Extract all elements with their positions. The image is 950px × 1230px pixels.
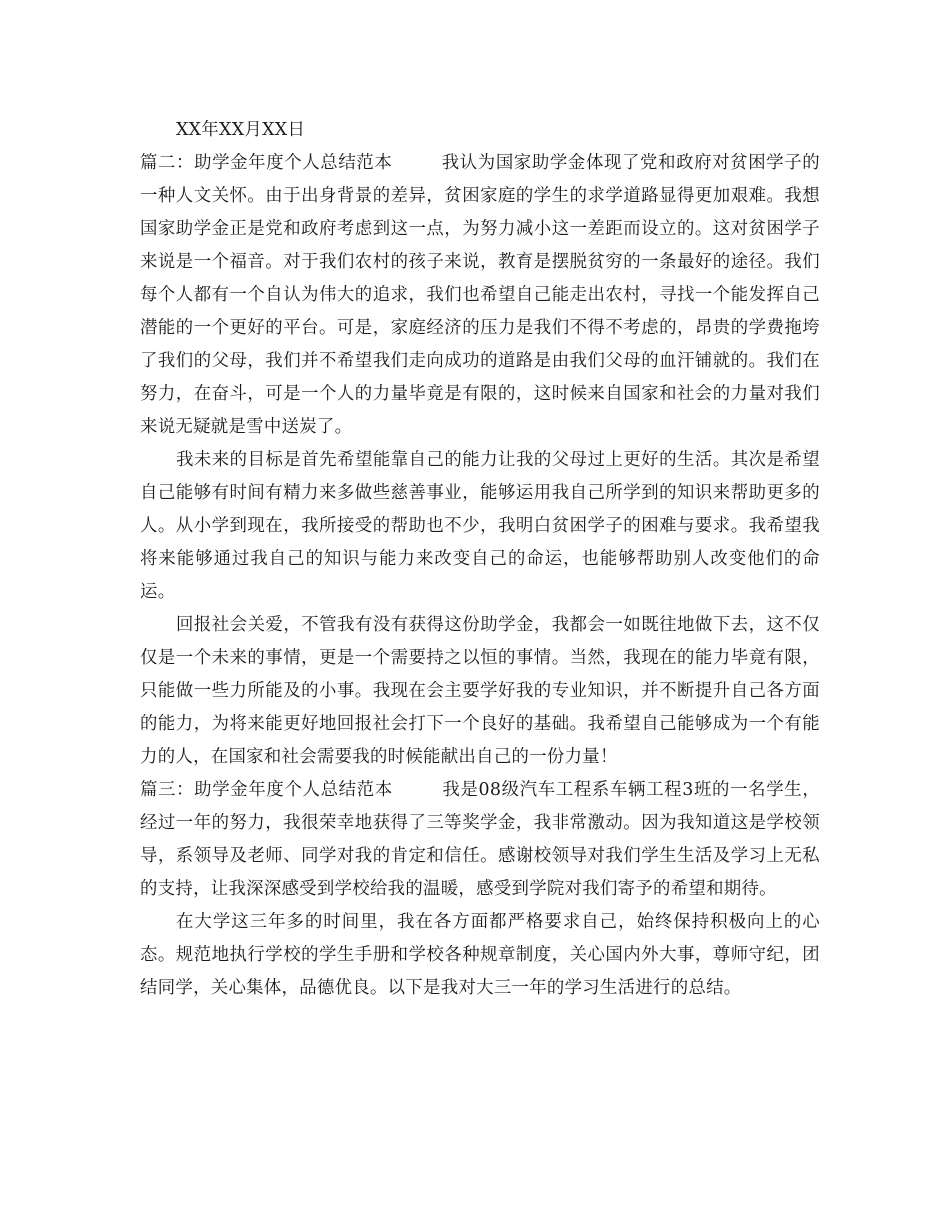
section2-paragraph-1 bbox=[140, 147, 820, 444]
section2-paragraph-3: 回报社会关爱，不管我有没有获得这份助学金，我都会一如既往地做下去，这不仅仅是一个未来的事情，更是一个需要持之以恒的事情。当然，我现在的能力毕竟有限，只能做一些力所能及的小事。我现在会主要学好我的专业知识，并不断提升自己各方面的能力，为将来能更好地回报社会打下一个良好的基础。我希望自己能够成为一个有能力的人，在国家和社会需要我的时候能献出自己的一份力量！ bbox=[140, 615, 820, 767]
section3-paragraph-2: 在大学这三年多的时间里，我在各方面都严格要求自己，始终保持积极向上的心态。规范地执行学校的学生手册和学校各种规章制度，关心国内外大事，尊师守纪，团结同学，关心集体，品德优良。以下是我对大三一年的学习生活进行的总结。 bbox=[140, 912, 820, 998]
document-body bbox=[140, 114, 820, 1005]
section3-p1-text: 我是08级汽车工程系车辆工程3班的一名学生，经过一年的努力，我很荣幸地获得了三等奖学金，我非常激动。因为我知道这是学校领导，系领导及老师、同学对我的肯定和信任。感谢校领导对我们学生生活及学习上无私的支持，让我深深感受到学校给我的温暖，感受到学院对我们寄予的希望和期待。 bbox=[140, 780, 821, 899]
section2-paragraph-2: 我未来的目标是首先希望能靠自己的能力让我的父母过上更好的生活。其次是希望自己能够有时间有精力来多做些慈善事业，能够运用我自己所学到的知识来帮助更多的人。从小学到现在，我所接受的帮助也不少，我明白贫困学子的困难与要求。我希望我将来能够通过我自己的知识与能力来改变自己的命运，也能够帮助别人改变他们的命运。 bbox=[140, 450, 820, 602]
title-gap bbox=[392, 153, 441, 173]
title-gap bbox=[393, 780, 443, 800]
date-line: XX年XX月XX日 bbox=[176, 120, 306, 140]
section2-title: 篇二：助学金年度个人总结范本 bbox=[140, 153, 393, 173]
section3-paragraph-1 bbox=[140, 774, 820, 906]
section3-title: 篇三：助学金年度个人总结范本 bbox=[140, 780, 393, 800]
section2-p1-text: 我认为国家助学金体现了党和政府对贫困学子的一种人文关怀。由于出身背景的差异，贫困家庭的学生的求学道路显得更加艰难。我想国家助学金正是党和政府考虑到这一点，为努力减小这一差距而设立的。这对贫困学子来说是一个福音。对于我们农村的孩子来说，教育是摆脱贫穷的一条最好的途径。我们每个人都有一个自认为伟大的追求，我们也希望自己能走出农村，寻找一个能发挥自己潜能的一个更好的平台。可是，家庭经济的压力是我们不得不考虑的，昂贵的学费拖垮了我们的父母，我们并不希望我们走向成功的道路是由我们父母的血汗铺就的。我们在努力，在奋斗，可是一个人的力量毕竟是有限的，这时候来自国家和社会的力量对我们来说无疑就是雪中送炭了。 bbox=[140, 153, 820, 437]
